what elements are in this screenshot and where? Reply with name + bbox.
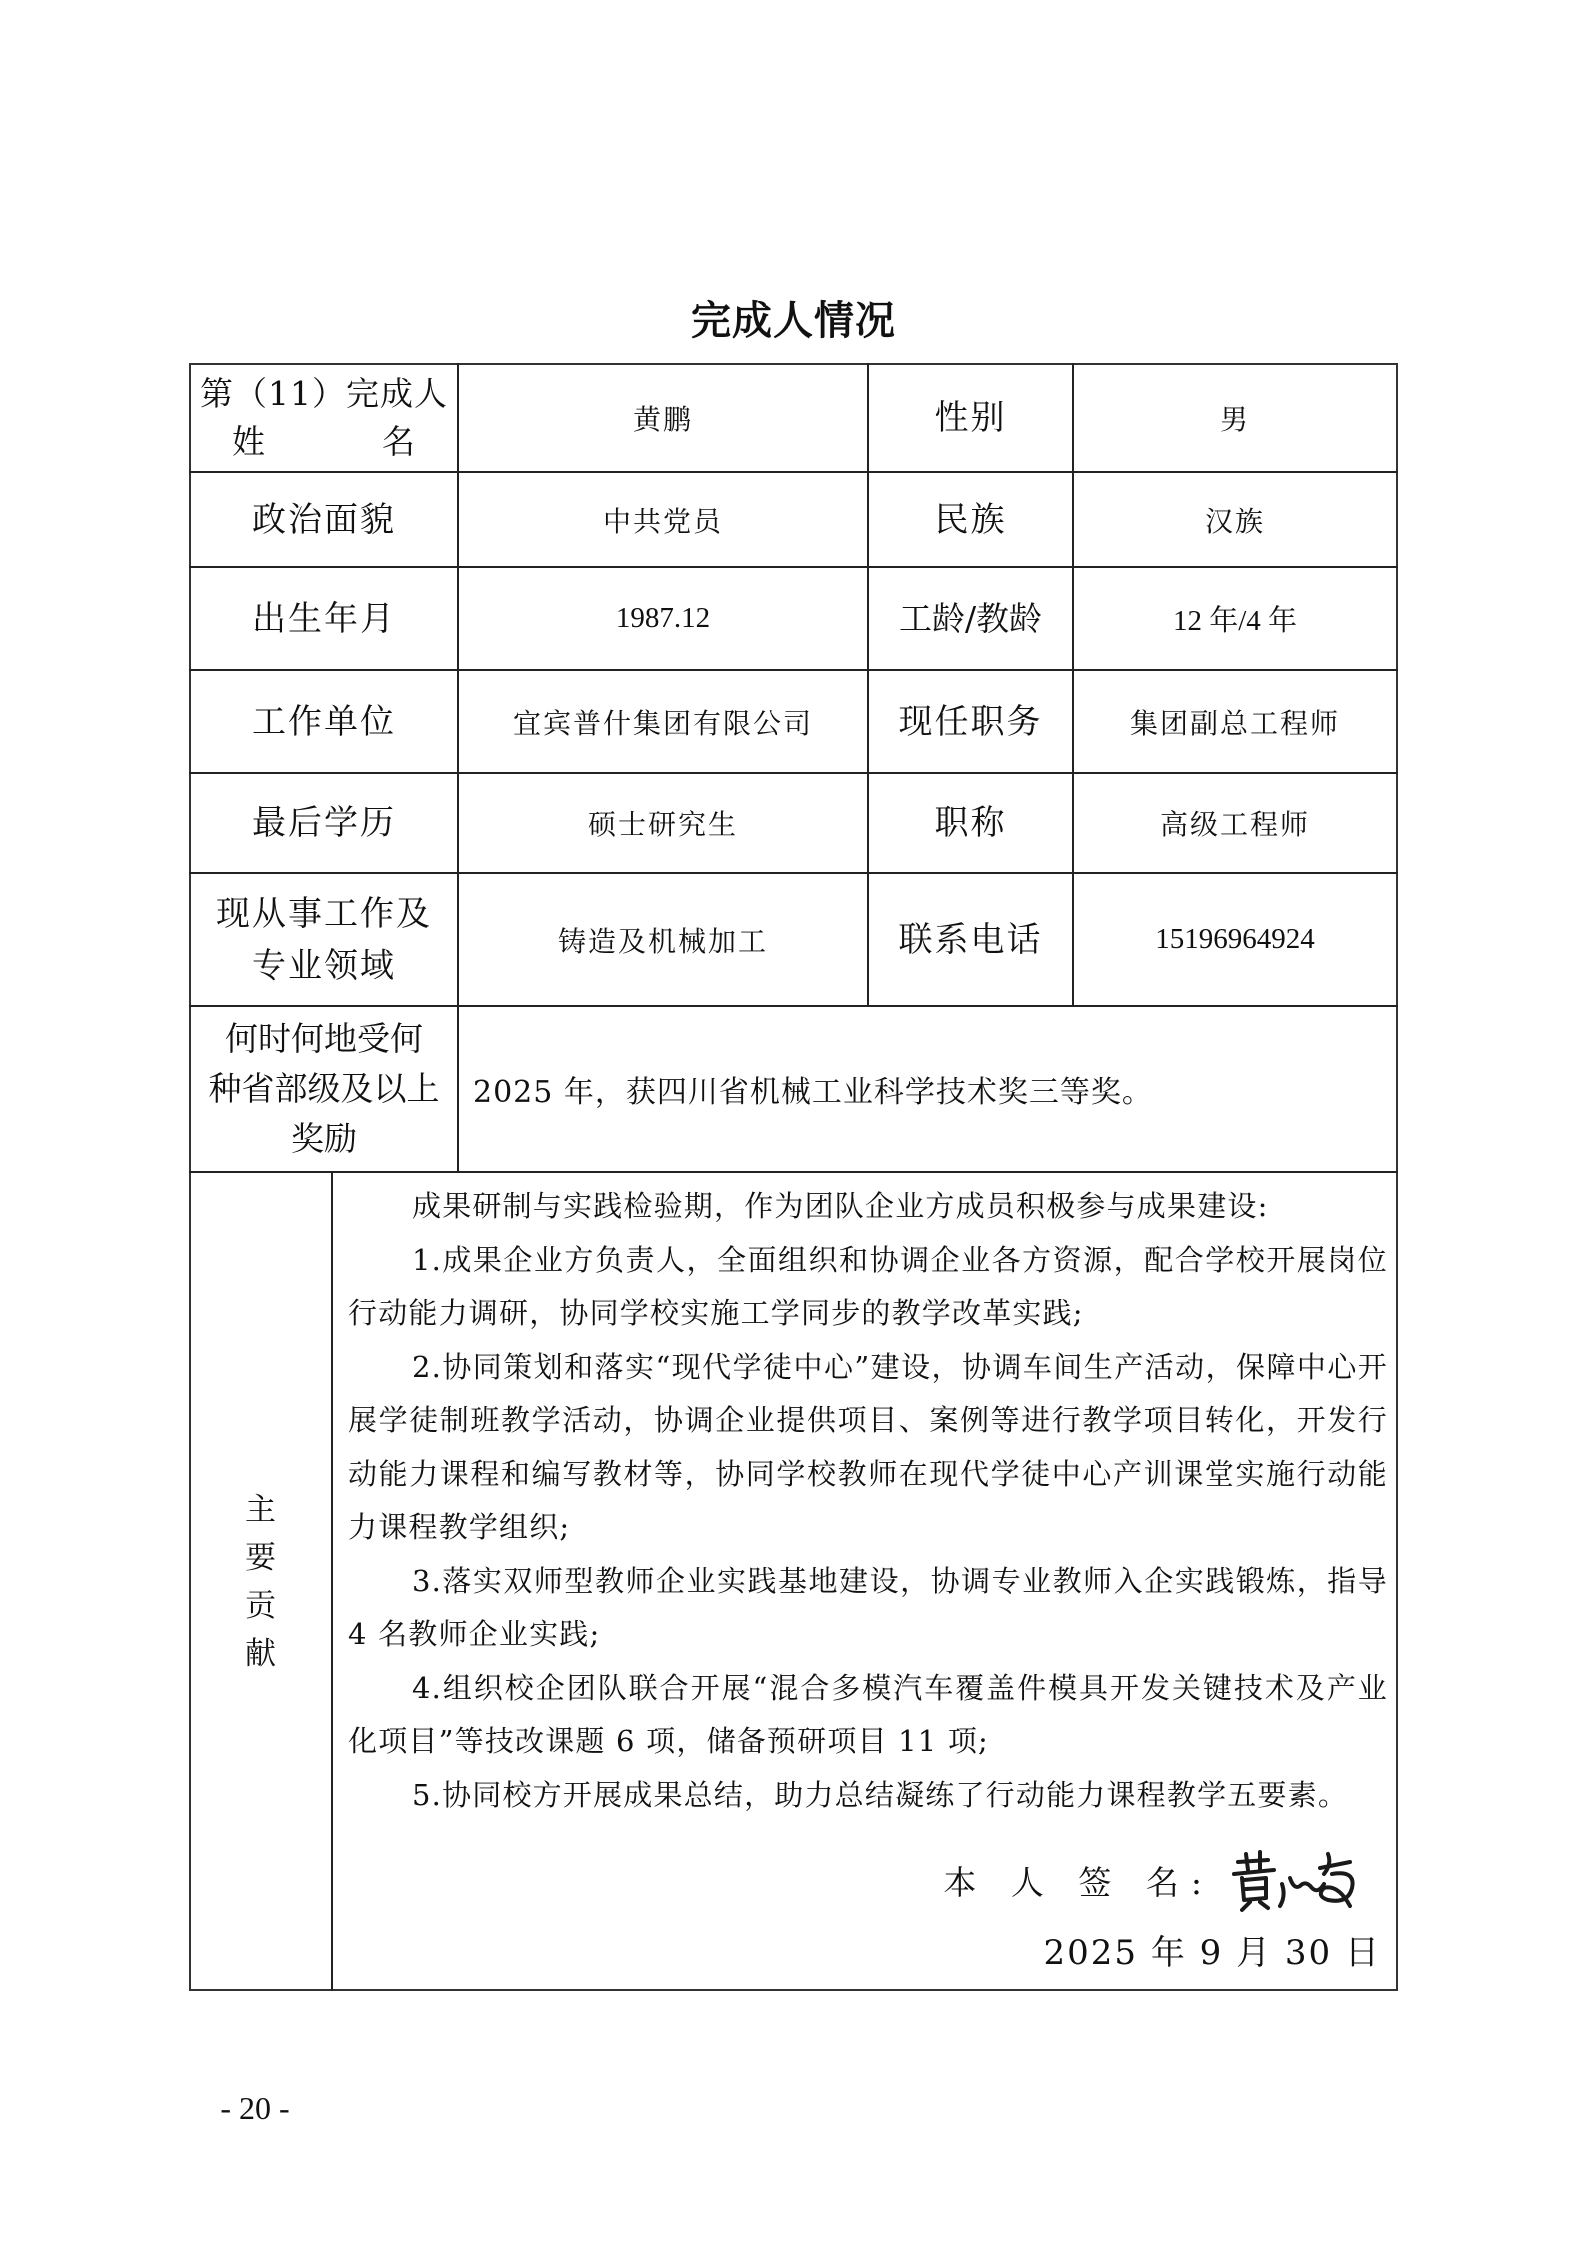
contributions-label-char: 贡 [245, 1587, 276, 1624]
gender-label: 性别 [934, 398, 1007, 438]
title-rank-value: 高级工程师 [1159, 808, 1310, 841]
education-value: 硕士研究生 [587, 808, 738, 841]
phone-value: 15196964924 [1155, 923, 1315, 955]
political-label: 政治面貌 [252, 499, 396, 540]
awards-label-line3: 奖励 [291, 1119, 357, 1158]
employer-value: 宜宾普什集团有限公司 [512, 706, 813, 740]
awards-label-line2: 种省部级及以上 [208, 1069, 440, 1108]
name-label-line2 [224, 418, 424, 466]
awards-value: 2025 年，获四川省机械工业科学技术奖三等奖。 [473, 1075, 1153, 1110]
contribution-paragraph: 1.成果企业方负责人，全面组织和协调企业各方资源，配合学校开展岗位行动能力调研，协同学校实施工学同步的教学改革实践; [348, 1242, 1388, 1330]
field-value: 铸造及机械加工 [557, 924, 768, 958]
contributions-label [189, 1172, 332, 1991]
political-value: 中共党员 [602, 504, 723, 538]
name-value: 黄鹏 [632, 403, 693, 436]
name-label-char: 名 [382, 422, 416, 461]
field-label-line2: 专业领域 [252, 945, 396, 986]
contributions-label-char: 献 [245, 1635, 276, 1672]
page-title: 完成人情况 [691, 298, 896, 344]
handwritten-signature [1220, 1844, 1370, 1916]
row-divider [189, 1171, 1398, 1173]
signature-row [900, 1852, 1370, 1908]
signature-date: 2025 年 9 月 30 日 [1043, 1933, 1381, 1973]
ethnicity-value: 汉族 [1204, 504, 1265, 538]
birth-label: 出生年月 [252, 598, 396, 639]
ethnicity-label: 民族 [934, 499, 1007, 540]
field-label [191, 874, 457, 1005]
signature-label: 本 人 签 名: [943, 1862, 1214, 1902]
birth-value: 1987.12 [615, 602, 711, 634]
position-value: 集团副总工程师 [1129, 706, 1340, 740]
education-label: 最后学历 [252, 803, 396, 843]
contribution-paragraph: 5.协同校方开展成果总结，助力总结凝练了行动能力课程教学五要素。 [412, 1777, 1349, 1812]
seniority-label: 工龄/教龄 [898, 598, 1043, 638]
awards-label-line1: 何时何地受何 [225, 1019, 423, 1058]
contributions-text [348, 1180, 1388, 1822]
name-label-char: 姓 [232, 422, 266, 461]
gender-value: 男 [1219, 403, 1250, 436]
position-label: 现任职务 [898, 701, 1043, 742]
page-number: - 20 - [220, 2090, 290, 2126]
contributions-label-char: 要 [245, 1539, 276, 1576]
contribution-paragraph: 3.落实双师型教师企业实践基地建设，协调专业教师入企实践锻炼，指导 4 名教师企业实践; [348, 1563, 1388, 1651]
name-label [191, 365, 457, 471]
contributions-label-char: 主 [245, 1491, 276, 1528]
contribution-paragraph: 成果研制与实践检验期，作为团队企业方成员积极参与成果建设: [412, 1189, 1269, 1223]
field-label-line1: 现从事工作及 [216, 893, 432, 934]
title-rank-label: 职称 [934, 803, 1007, 843]
phone-label: 联系电话 [898, 919, 1043, 960]
employer-label: 工作单位 [252, 701, 396, 742]
seniority-value: 12 年/4 年 [1172, 605, 1298, 637]
name-label-line1: 第（11）完成人 [200, 374, 448, 413]
contribution-paragraph: 2.协同策划和落实“现代学徒中心”建设，协调车间生产活动，保障中心开展学徒制班教学活动，协调企业提供项目、案例等进行教学项目转化，开发行动能力课程和编写教材等，协同学校教师在现代学徒中心产训课堂实施行动能力课程教学组织; [348, 1349, 1388, 1544]
awards-label [191, 1007, 457, 1171]
contribution-paragraph: 4.组织校企团队联合开展“混合多模汽车覆盖件模具开发关键技术及产业化项目”等技改课题 6 项，储备预研项目 11 项; [348, 1670, 1388, 1758]
